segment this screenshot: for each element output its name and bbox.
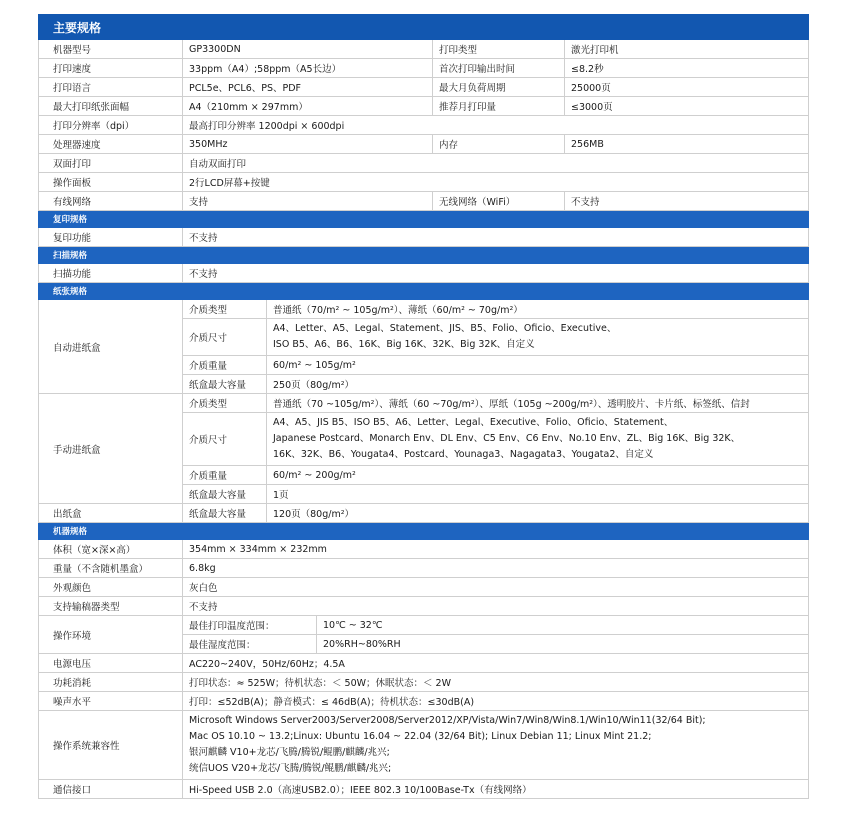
spec-value: PCL5e、PCL6、PS、PDF bbox=[183, 78, 433, 97]
spec-label: 双面打印 bbox=[39, 154, 183, 173]
spec-value: 10℃ ~ 32℃ bbox=[317, 616, 809, 635]
spec-label: 最大打印纸张面幅 bbox=[39, 97, 183, 116]
spec-label: 外观颜色 bbox=[39, 578, 183, 597]
tray-label-manual: 手动进纸盒 bbox=[39, 394, 183, 504]
text-line: ISO B5、A6、B6、16K、Big 16K、32K、Big 32K、自定义 bbox=[273, 339, 535, 350]
spec-row bbox=[39, 300, 809, 319]
spec-label: 通信接口 bbox=[39, 780, 183, 799]
spec-label: 处理器速度 bbox=[39, 135, 183, 154]
spec-label: 内存 bbox=[433, 135, 565, 154]
spec-sublabel: 介质类型 bbox=[183, 300, 267, 319]
spec-row bbox=[39, 192, 809, 211]
spec-value-multiline bbox=[267, 319, 809, 356]
spec-value: 普通纸（70/m² ~ 105g/m²）、薄纸（60/m² ~ 70g/m²） bbox=[267, 300, 809, 319]
section-title: 扫描规格 bbox=[39, 247, 809, 264]
text-line: Japanese Postcard、Monarch Env、DL Env、C5 Env、C6 Env、No.10 Env、ZL、Big 16K、Big 32K、 bbox=[273, 433, 741, 444]
spec-row bbox=[39, 154, 809, 173]
spec-value: 自动双面打印 bbox=[183, 154, 809, 173]
spec-label: 支持输稿器类型 bbox=[39, 597, 183, 616]
text-line: 16K、32K、B6、Yougata4、Postcard、Younaga3、Nagagata3、Yougata2、自定义 bbox=[273, 449, 654, 460]
spec-row bbox=[39, 597, 809, 616]
spec-label: 电源电压 bbox=[39, 654, 183, 673]
spec-sheet bbox=[38, 14, 808, 799]
spec-sublabel: 最佳打印温度范围： bbox=[183, 616, 317, 635]
spec-sublabel: 介质尺寸 bbox=[183, 413, 267, 466]
spec-row bbox=[39, 559, 809, 578]
spec-label: 有线网络 bbox=[39, 192, 183, 211]
text-line: A4、Letter、A5、Legal、Statement、JIS、B5、Folio、Oficio、Executive、 bbox=[273, 323, 617, 334]
spec-label: 复印功能 bbox=[39, 228, 183, 247]
spec-sublabel: 介质重量 bbox=[183, 356, 267, 375]
spec-value: 350MHz bbox=[183, 135, 433, 154]
spec-value: ≤8.2秒 bbox=[565, 59, 809, 78]
spec-row bbox=[39, 40, 809, 59]
spec-row bbox=[39, 780, 809, 799]
spec-label: 打印类型 bbox=[433, 40, 565, 59]
spec-value: 120页（80g/m²） bbox=[267, 504, 809, 523]
section-title: 机器规格 bbox=[39, 523, 809, 540]
spec-value: 250页（80g/m²） bbox=[267, 375, 809, 394]
spec-label: 推荐月打印量 bbox=[433, 97, 565, 116]
spec-row bbox=[39, 173, 809, 192]
spec-row bbox=[39, 616, 809, 635]
spec-row bbox=[39, 59, 809, 78]
section-header-scan bbox=[39, 247, 809, 264]
page-title: 主要规格 bbox=[39, 15, 809, 40]
spec-label: 功耗消耗 bbox=[39, 673, 183, 692]
spec-row bbox=[39, 711, 809, 780]
tray-label-auto: 自动进纸盒 bbox=[39, 300, 183, 394]
spec-label: 打印分辨率（dpi） bbox=[39, 116, 183, 135]
spec-row bbox=[39, 228, 809, 247]
spec-label: 打印语言 bbox=[39, 78, 183, 97]
spec-value: 支持 bbox=[183, 192, 433, 211]
spec-label: 重量（不含随机墨盒） bbox=[39, 559, 183, 578]
spec-value: 354mm × 334mm × 232mm bbox=[183, 540, 809, 559]
tray-label-output: 出纸盒 bbox=[39, 504, 183, 523]
spec-label: 操作面板 bbox=[39, 173, 183, 192]
spec-label: 体积（宽×深×高） bbox=[39, 540, 183, 559]
section-header-machine bbox=[39, 523, 809, 540]
spec-label: 噪声水平 bbox=[39, 692, 183, 711]
section-header-copy bbox=[39, 211, 809, 228]
spec-value: 不支持 bbox=[565, 192, 809, 211]
spec-value-multiline bbox=[267, 413, 809, 466]
spec-sublabel: 最佳湿度范围： bbox=[183, 635, 317, 654]
spec-sublabel: 介质尺寸 bbox=[183, 319, 267, 356]
spec-value: 灰白色 bbox=[183, 578, 809, 597]
text-line: 统信UOS V20+龙芯/飞腾/腾锐/鲲鹏/麒麟/兆兴; bbox=[189, 763, 392, 774]
spec-sublabel: 纸盒最大容量 bbox=[183, 504, 267, 523]
spec-row bbox=[39, 116, 809, 135]
spec-value: 激光打印机 bbox=[565, 40, 809, 59]
text-line: Mac OS 10.10 ~ 13.2;Linux: Ubuntu 16.04 ~ 22.04 (32/64 Bit); Linux Debian 11; Linux Mint 21.2; bbox=[189, 731, 652, 742]
spec-value: 2行LCD屏幕+按键 bbox=[183, 173, 809, 192]
spec-label: 操作环境 bbox=[39, 616, 183, 654]
spec-value: 256MB bbox=[565, 135, 809, 154]
spec-sublabel: 纸盒最大容量 bbox=[183, 485, 267, 504]
spec-value: Hi-Speed USB 2.0（高速USB2.0）；IEEE 802.3 10/100Base-Tx（有线网络） bbox=[183, 780, 809, 799]
title-row bbox=[39, 15, 809, 40]
spec-value: 打印状态：≈ 525W；待机状态：＜ 50W；休眠状态：＜ 2W bbox=[183, 673, 809, 692]
text-line: A4、A5、JIS B5、ISO B5、A6、Letter、Legal、Executive、Folio、Oficio、Statement、 bbox=[273, 417, 674, 428]
spec-label: 操作系统兼容性 bbox=[39, 711, 183, 780]
text-line: 银河麒麟 V10+龙芯/飞腾/腾锐/鲲鹏/麒麟/兆兴; bbox=[189, 747, 390, 758]
spec-value: 不支持 bbox=[183, 597, 809, 616]
spec-value-multiline bbox=[183, 711, 809, 780]
spec-sublabel: 介质重量 bbox=[183, 466, 267, 485]
spec-value: 普通纸（70 ~105g/m²）、薄纸（60 ~70g/m²）、厚纸（105g ~200g/m²）、透明胶片、卡片纸、标签纸、信封 bbox=[267, 394, 809, 413]
spec-value: 60/m² ~ 200g/m² bbox=[267, 466, 809, 485]
spec-label: 最大月负荷周期 bbox=[433, 78, 565, 97]
spec-row bbox=[39, 504, 809, 523]
spec-value: 最高打印分辨率 1200dpi × 600dpi bbox=[183, 116, 809, 135]
section-title: 复印规格 bbox=[39, 211, 809, 228]
spec-row bbox=[39, 135, 809, 154]
spec-label: 机器型号 bbox=[39, 40, 183, 59]
spec-label: 打印速度 bbox=[39, 59, 183, 78]
spec-value: AC220~240V，50Hz/60Hz；4.5A bbox=[183, 654, 809, 673]
spec-value: 打印：≤52dB(A)；静音模式：≤ 46dB(A)；待机状态：≤30dB(A) bbox=[183, 692, 809, 711]
spec-sublabel: 介质类型 bbox=[183, 394, 267, 413]
spec-row bbox=[39, 264, 809, 283]
spec-row bbox=[39, 673, 809, 692]
spec-value: 不支持 bbox=[183, 228, 809, 247]
spec-value: 25000页 bbox=[565, 78, 809, 97]
spec-row bbox=[39, 78, 809, 97]
spec-value: 60/m² ~ 105g/m² bbox=[267, 356, 809, 375]
spec-row bbox=[39, 540, 809, 559]
section-header-paper bbox=[39, 283, 809, 300]
spec-value: 20%RH~80%RH bbox=[317, 635, 809, 654]
spec-table bbox=[38, 14, 809, 799]
spec-row bbox=[39, 97, 809, 116]
text-line: Microsoft Windows Server2003/Server2008/Server2012/XP/Vista/Win7/Win8/Win8.1/Win10/Win11(32/64 Bit); bbox=[189, 715, 706, 726]
spec-sublabel: 纸盒最大容量 bbox=[183, 375, 267, 394]
spec-row bbox=[39, 654, 809, 673]
spec-value: 1页 bbox=[267, 485, 809, 504]
spec-value: 不支持 bbox=[183, 264, 809, 283]
spec-label: 首次打印输出时间 bbox=[433, 59, 565, 78]
spec-row bbox=[39, 578, 809, 597]
spec-label: 无线网络（WiFi） bbox=[433, 192, 565, 211]
spec-row bbox=[39, 394, 809, 413]
section-title: 纸张规格 bbox=[39, 283, 809, 300]
spec-value: ≤3000页 bbox=[565, 97, 809, 116]
spec-row bbox=[39, 692, 809, 711]
spec-value: 33ppm（A4）;58ppm（A5长边） bbox=[183, 59, 433, 78]
spec-value: 6.8kg bbox=[183, 559, 809, 578]
spec-value: GP3300DN bbox=[183, 40, 433, 59]
spec-label: 扫描功能 bbox=[39, 264, 183, 283]
spec-value: A4（210mm × 297mm） bbox=[183, 97, 433, 116]
